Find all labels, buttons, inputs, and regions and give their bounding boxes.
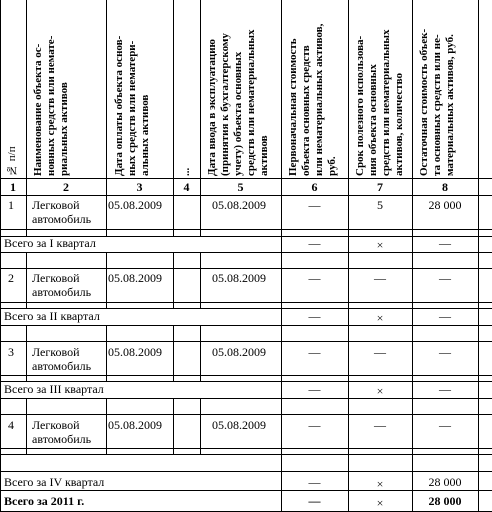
asset-name: Легковой автомобиль	[32, 345, 92, 373]
row-divider	[0, 252, 492, 253]
col-divider	[200, 398, 201, 454]
payment-date: 05.08.2009	[108, 345, 162, 359]
col-number: 2	[63, 180, 69, 194]
col-divider	[106, 398, 107, 454]
quarter-total-label: Всего за I квартал	[4, 236, 96, 250]
commission-date: 05.08.2009	[212, 271, 266, 285]
row-number: 3	[8, 345, 14, 359]
col-number: 6	[311, 180, 318, 194]
header-col4: ...	[180, 167, 192, 176]
col-divider	[200, 252, 201, 308]
useful-life: ×	[376, 477, 384, 491]
initial-cost: —	[308, 475, 321, 489]
asset-name: Легковой автомобиль	[32, 198, 92, 226]
col-divider	[106, 0, 107, 236]
residual-value: 28 000	[428, 198, 462, 212]
initial-cost: —	[308, 309, 321, 323]
useful-life: ×	[376, 311, 384, 325]
header-col7: Срок полезного использова- ния объекта основных средств или нематериальных активов, количество	[354, 29, 405, 176]
header-col8: Остаточная стоимость объек- та основных средств или не- материальных активов, руб.	[418, 28, 456, 176]
col-divider	[412, 0, 413, 512]
initial-cost: —	[308, 271, 321, 285]
col-divider	[173, 252, 174, 308]
asset-name: Легковой автомобиль	[32, 418, 92, 446]
row-number: 1	[8, 198, 14, 212]
col-number: 1	[10, 180, 16, 194]
useful-life: ×	[376, 238, 384, 252]
col-divider	[348, 0, 349, 512]
payment-date: 05.08.2009	[108, 271, 162, 285]
quarter-total-label: Всего за IV квартал	[4, 475, 105, 489]
row-divider	[0, 229, 492, 230]
payment-date: 05.08.2009	[108, 418, 162, 432]
residual-value: —	[439, 236, 451, 250]
col-number: 3	[136, 180, 143, 194]
row-divider	[0, 448, 492, 449]
col-number: 7	[377, 180, 383, 194]
row-divider	[0, 454, 492, 455]
residual-value: —	[439, 271, 451, 285]
col-number: 4	[183, 180, 190, 194]
residual-value: —	[439, 309, 451, 323]
col-divider	[281, 0, 282, 512]
col-divider	[173, 325, 174, 381]
col-divider	[200, 325, 201, 381]
row-divider	[0, 471, 492, 472]
useful-life: —	[374, 418, 386, 432]
useful-life: 5	[377, 198, 383, 212]
col-number: 8	[442, 180, 448, 194]
commission-date: 05.08.2009	[212, 418, 266, 432]
col-number: 5	[237, 180, 244, 194]
initial-cost: —	[308, 198, 321, 212]
col-divider	[106, 325, 107, 381]
header-col5: Дата ввода в эксплуатацию (принятия к бухгалтерскому учету) объекта основных средств или нематериальных активов	[206, 29, 270, 176]
row-divider	[0, 195, 492, 196]
commission-date: 05.08.2009	[212, 345, 266, 359]
header-col6: Первоначальная стоимость объекта основных средств или нематериальных активов, руб.	[287, 23, 338, 176]
residual-value: —	[439, 345, 451, 359]
useful-life: ×	[376, 384, 384, 398]
col-divider	[200, 0, 201, 236]
row-number: 2	[8, 271, 14, 285]
row-divider	[0, 178, 492, 179]
quarter-total-label: Всего за III квартал	[4, 382, 104, 396]
initial-cost: —	[308, 345, 321, 359]
initial-cost: —	[308, 382, 321, 396]
residual-value: —	[439, 418, 451, 432]
col-divider	[26, 252, 27, 308]
header-col3: Дата оплаты объекта основ- ных средств или нематери- альных активов	[113, 35, 151, 176]
row-divider	[0, 414, 492, 415]
col-divider	[26, 398, 27, 454]
header-col1: № п/п	[6, 146, 18, 176]
row-divider	[0, 341, 492, 342]
residual-value: 28 000	[428, 475, 462, 489]
useful-life: ×	[376, 496, 384, 510]
row-number: 4	[8, 418, 14, 432]
year-total-label: Всего за 2011 г.	[4, 494, 85, 508]
residual-value: —	[439, 382, 451, 396]
col-divider	[478, 0, 479, 512]
row-divider	[0, 268, 492, 269]
commission-date: 05.08.2009	[212, 198, 266, 212]
row-divider	[0, 398, 492, 399]
payment-date: 05.08.2009	[108, 198, 162, 212]
initial-cost: —	[308, 418, 321, 432]
asset-name: Легковой автомобиль	[32, 271, 92, 299]
initial-cost: —	[308, 494, 321, 508]
header-col2: Наименование объекта ос- новных средств или немате- риальных активов	[32, 35, 70, 176]
row-divider	[0, 302, 492, 303]
col-divider	[173, 398, 174, 454]
row-divider	[0, 375, 492, 376]
quarter-total-label: Всего за II квартал	[4, 309, 100, 323]
initial-cost: —	[308, 236, 321, 250]
row-divider	[0, 490, 492, 491]
border-left	[0, 0, 1, 512]
residual-value: 28 000	[428, 494, 462, 508]
col-divider	[26, 325, 27, 381]
col-divider	[173, 0, 174, 236]
useful-life: —	[374, 345, 386, 359]
row-divider	[0, 325, 492, 326]
col-divider	[26, 0, 27, 236]
useful-life: —	[374, 271, 386, 285]
col-divider	[106, 252, 107, 308]
